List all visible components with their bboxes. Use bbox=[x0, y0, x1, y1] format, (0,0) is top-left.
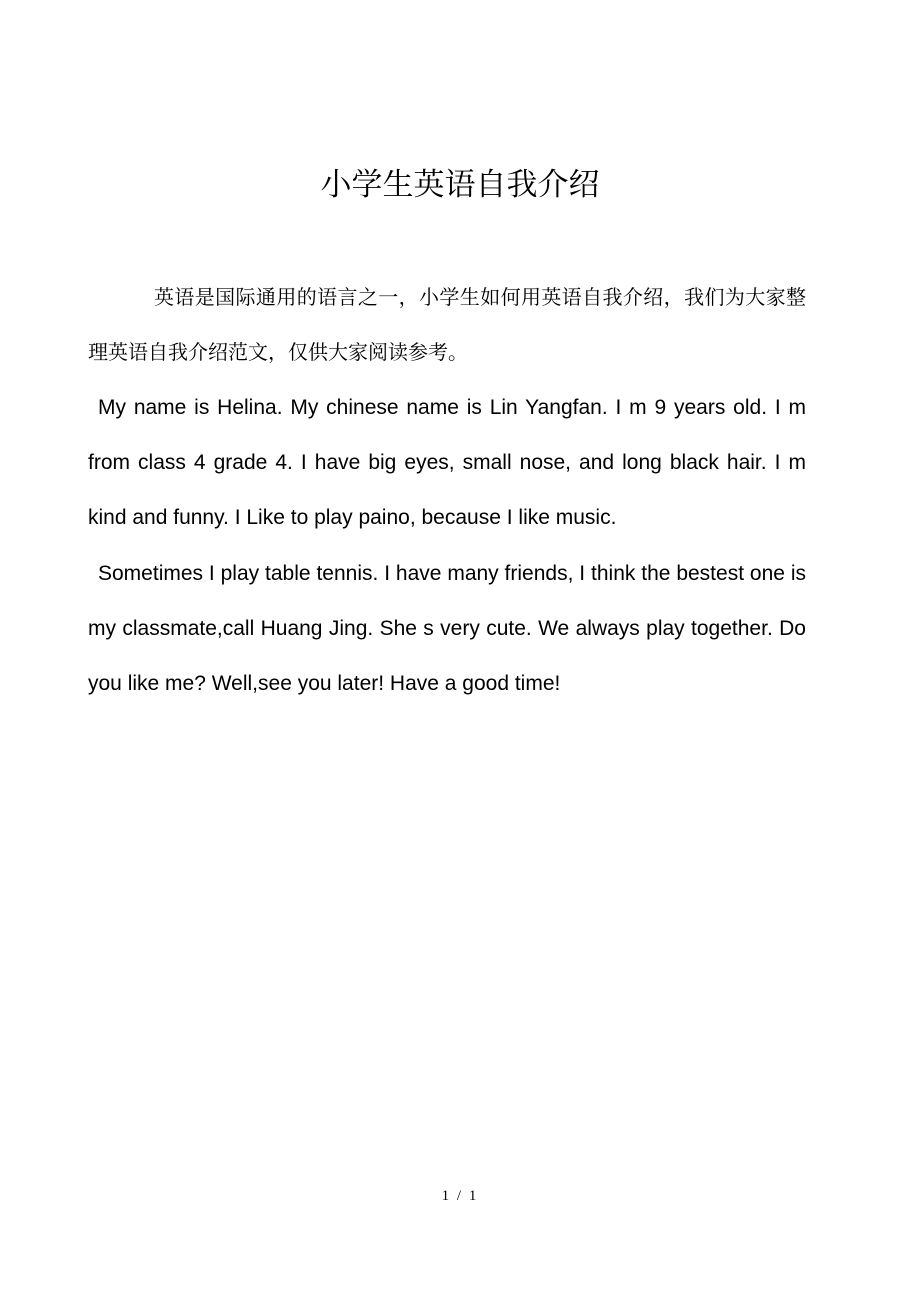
body-paragraph-2: Sometimes I play table tennis. I have many friends, I think the bestest one is my classmate,call Huang Jing. She s very cute. We always play together. Do you like me? Well,see you later! Have a good time! bbox=[88, 562, 806, 695]
body-paragraph-1: My name is Helina. My chinese name is Lin Yangfan. I m 9 years old. I m from class 4 grade 4. I have big eyes, small nose, and long black hair. I m kind and funny. I Like to play paino, because I like music. bbox=[88, 396, 806, 529]
page-number: 1 / 1 bbox=[441, 1188, 479, 1204]
intro-paragraph: 英语是国际通用的语言之一，小学生如何用英语自我介绍，我们为大家整理英语自我介绍范文，仅供大家阅读参考。 bbox=[88, 285, 806, 364]
page-title: 小学生英语自我介绍 bbox=[320, 167, 600, 203]
